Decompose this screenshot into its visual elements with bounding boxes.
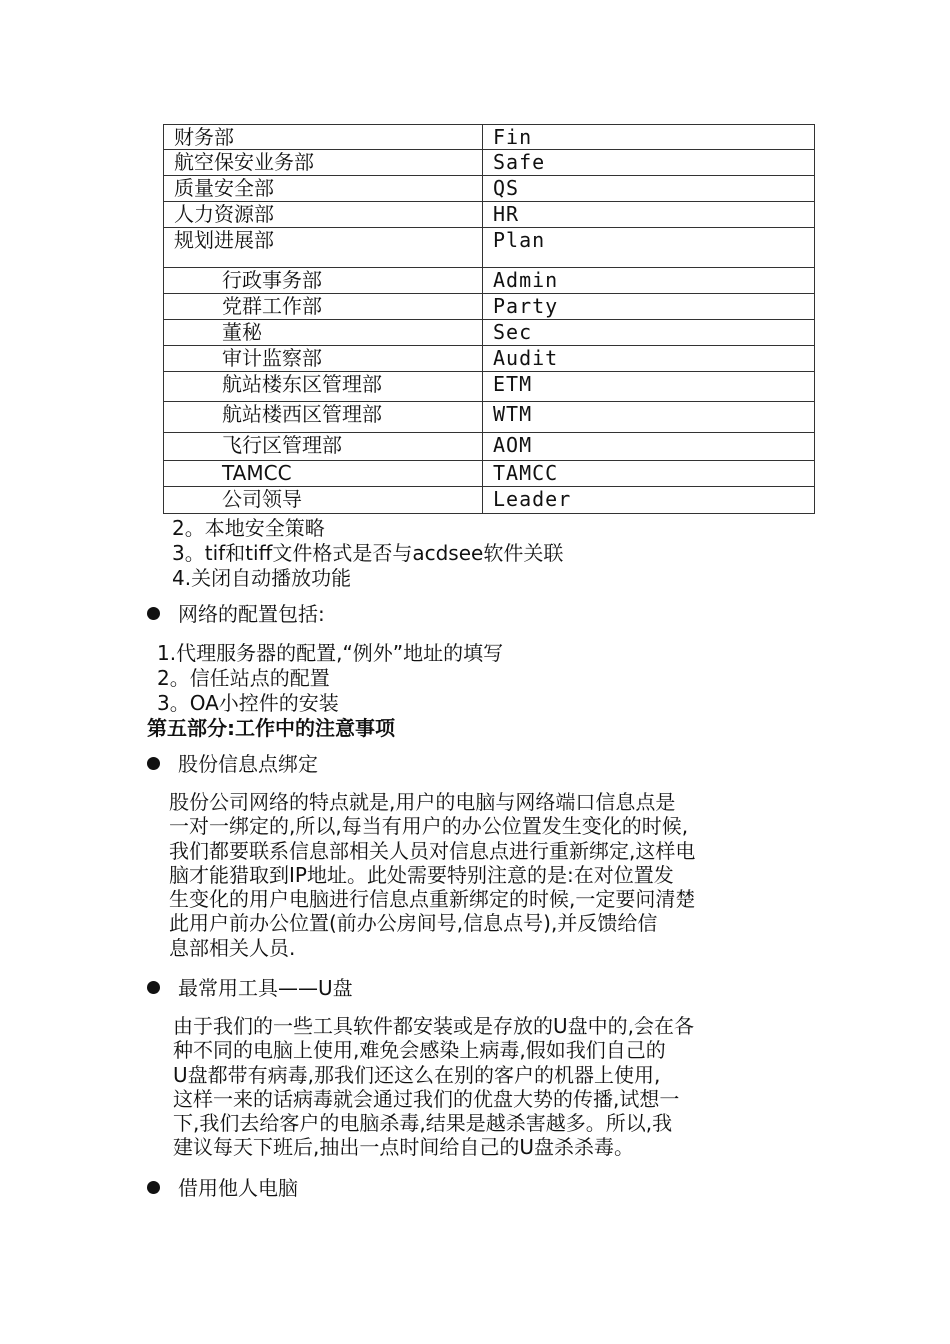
para-udisk (173, 1014, 694, 1160)
para-binding (169, 790, 695, 960)
dept-code-cell: WTM (483, 402, 815, 433)
para-udisk-line: U盘都带有病毒,那我们还这么在别的客户的机器上使用, (173, 1062, 661, 1087)
bullet-binding (147, 752, 318, 777)
dept-code-cell: Fin (483, 125, 815, 150)
para-binding-line: 股份公司网络的特点就是,用户的电脑与网络端口信息点是 (169, 790, 676, 814)
dept-name-cell: 飞行区管理部 (164, 433, 483, 461)
dept-name-cell: 董秘 (164, 320, 483, 346)
section5-title: 第五部分:工作中的注意事项 (147, 716, 395, 740)
para-udisk-line: 种不同的电脑上使用,难免会感染上病毒,假如我们自己的 (173, 1038, 666, 1063)
dept-name-cell: 人力资源部 (164, 202, 483, 228)
dept-name-cell: 财务部 (164, 125, 483, 150)
dept-name-cell: 审计监察部 (164, 346, 483, 372)
dept-name-cell: 质量安全部 (164, 176, 483, 202)
dept-name-cell: TAMCC (164, 461, 483, 487)
dept-code-cell: QS (483, 176, 815, 202)
table-row (164, 433, 815, 461)
dept-code-cell: TAMCC (483, 461, 815, 487)
dept-code-cell: Sec (483, 320, 815, 346)
table-row (164, 150, 815, 176)
para-binding-line: 一对一绑定的,所以,每当有用户的办公位置发生变化的时候, (169, 814, 689, 839)
dept-code-cell: Admin (483, 268, 815, 294)
list1-item-1: 2。本地安全策略 (172, 516, 325, 540)
dept-code-cell: Plan (483, 228, 815, 268)
table-row (164, 402, 815, 433)
dept-name-cell: 航站楼东区管理部 (164, 372, 483, 402)
dept-code-cell: HR (483, 202, 815, 228)
dept-code-cell: Party (483, 294, 815, 320)
table-row (164, 228, 815, 268)
bullet-borrow-label: 借用他人电脑 (178, 1176, 298, 1200)
para-udisk-line: 这样一来的话病毒就会通过我们的优盘大势的传播,试想一 (173, 1086, 680, 1111)
list1-item-3: 4.关闭自动播放功能 (172, 566, 352, 590)
para-binding-line: 此用户前办公位置(前办公房间号,信息点号),并反馈给信 (169, 911, 658, 936)
dept-code-cell: AOM (483, 433, 815, 461)
bullet-udisk (147, 976, 353, 1001)
table-row (164, 346, 815, 372)
dept-name-cell: 公司领导 (164, 487, 483, 514)
table-row (164, 487, 815, 514)
para-udisk-line: 下,我们去给客户的电脑杀毒,结果是越杀害越多。所以,我 (173, 1111, 673, 1136)
dept-code-cell: Leader (483, 487, 815, 514)
table-row (164, 125, 815, 150)
department-table (163, 124, 815, 514)
bullet-borrow (147, 1176, 298, 1201)
table-row (164, 461, 815, 487)
bullet-binding-label: 股份信息点绑定 (178, 752, 318, 776)
list2-item-1: 1.代理服务器的配置,“例外”地址的填写 (157, 641, 504, 665)
bullet-udisk-label: 最常用工具——U盘 (178, 976, 353, 1000)
bullet-dot-icon (147, 981, 160, 994)
dept-code-cell: ETM (483, 372, 815, 402)
para-binding-line: 我们都要联系信息部相关人员对信息点进行重新绑定,这样电 (169, 838, 696, 863)
dept-name-cell: 航站楼西区管理部 (164, 402, 483, 433)
para-binding-line: 脑才能猎取到IP地址。此处需要特别注意的是:在对位置发 (169, 862, 674, 887)
dept-code-cell: Audit (483, 346, 815, 372)
bullet-dot-icon (147, 607, 160, 620)
list2-item-2: 2。信任站点的配置 (157, 666, 330, 690)
table-row (164, 176, 815, 202)
para-udisk-line: 由于我们的一些工具软件都安装或是存放的U盘中的,会在各 (173, 1014, 694, 1038)
dept-name-cell: 规划进展部 (164, 228, 483, 268)
list1-item-2: 3。tif和tiff文件格式是否与acdsee软件关联 (172, 541, 564, 565)
dept-name-cell: 行政事务部 (164, 268, 483, 294)
table-row (164, 320, 815, 346)
table-row (164, 202, 815, 228)
para-binding-line: 息部相关人员. (169, 935, 296, 960)
para-binding-line: 生变化的用户电脑进行信息点重新绑定的时候,一定要问清楚 (169, 887, 696, 912)
table-row (164, 372, 815, 402)
para-udisk-line: 建议每天下班后,抽出一点时间给自己的U盘杀杀毒。 (173, 1135, 634, 1160)
dept-code-cell: Safe (483, 150, 815, 176)
bullet-network-label: 网络的配置包括: (178, 602, 325, 626)
table-row (164, 294, 815, 320)
dept-name-cell: 航空保安业务部 (164, 150, 483, 176)
list2-item-3: 3。OA小控件的安装 (157, 691, 339, 715)
dept-name-cell: 党群工作部 (164, 294, 483, 320)
table-row (164, 268, 815, 294)
bullet-dot-icon (147, 1181, 160, 1194)
bullet-network (147, 602, 325, 627)
bullet-dot-icon (147, 757, 160, 770)
